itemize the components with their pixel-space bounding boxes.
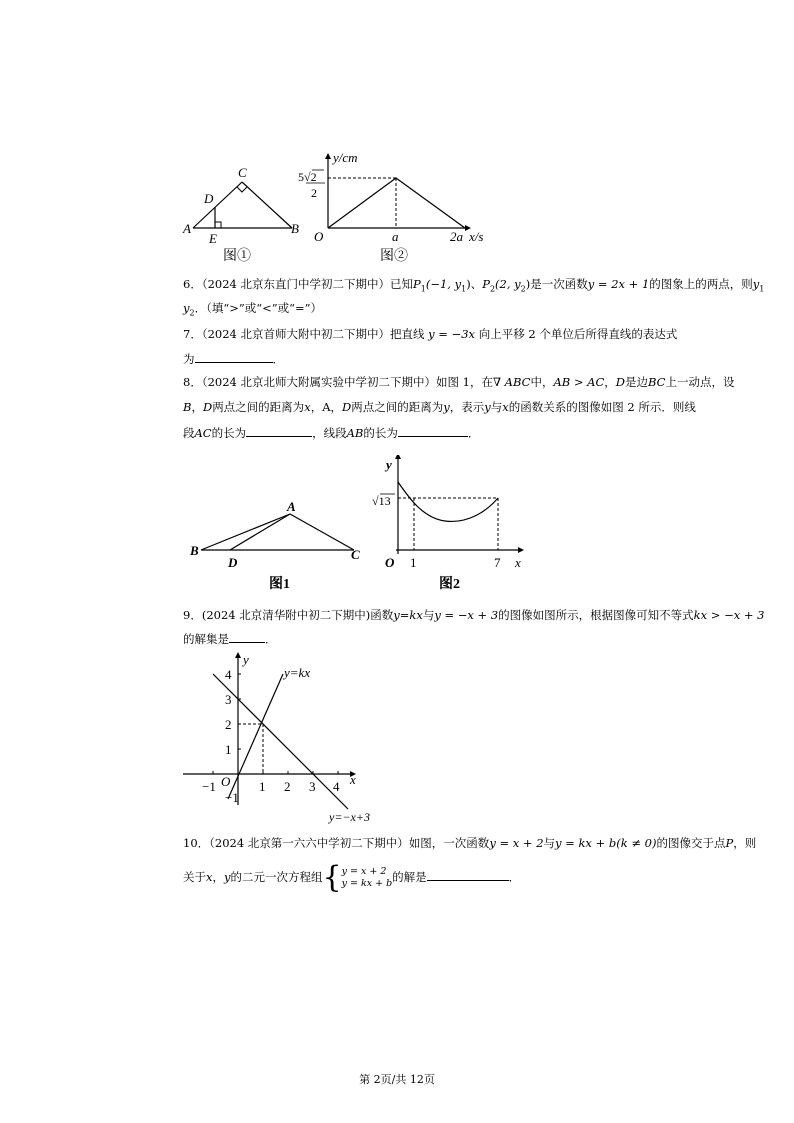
- q7-text-1: 把直线: [390, 327, 425, 341]
- q7-source: （2024 北京首师大附中初二下期中）: [201, 327, 390, 341]
- q9-inequality: kx > −x + 3: [693, 608, 765, 622]
- q9-origin: O: [221, 774, 231, 789]
- origin-label: O: [314, 229, 324, 244]
- question-7-line-1: [183, 326, 677, 342]
- label-E: E: [209, 231, 217, 246]
- q6-text-3: 的图象上的两点，则: [649, 277, 753, 291]
- question-8-line-3: [183, 424, 479, 441]
- question-9-line-1: [183, 607, 764, 623]
- q8-l2-y2: y: [484, 400, 491, 414]
- q9-ytick-4: 4: [225, 667, 232, 682]
- q8-l2-x: x: [304, 400, 311, 414]
- q7-function: y = −3x: [428, 327, 476, 341]
- q8-bc: BC: [648, 375, 666, 389]
- q8-source: （2024 北京北师大附属实验中学初二下期中）: [201, 375, 436, 389]
- q8-l3-t4: 的长为: [363, 426, 398, 440]
- q10-answer-blank[interactable]: [427, 868, 509, 881]
- q10-eq1: y = x + 2: [341, 866, 387, 877]
- q9-ytick-1: 1: [225, 742, 232, 757]
- q10-l2-t4: 的解是: [392, 870, 427, 884]
- fig2-caption: 图②: [380, 249, 408, 264]
- tick-a: a: [392, 229, 399, 244]
- q6-text-1: 已知: [390, 277, 413, 291]
- q8-l3-t3: ，线段: [312, 426, 347, 440]
- q8-sqrt13: √13: [372, 494, 391, 508]
- q10-text-3: 的图像交于点: [656, 836, 726, 850]
- q8-text-3: ，: [604, 375, 616, 389]
- q7-line2-text: 为: [183, 352, 195, 366]
- q9-label-kx: y=kx: [284, 665, 311, 680]
- q6-y1: y: [752, 277, 760, 291]
- q9-text-3: 的图像如图所示，根据图像可知不等式: [498, 608, 694, 622]
- q8-label-D: D: [228, 555, 238, 570]
- q6-p1-close: ): [466, 277, 471, 291]
- q6-sep: 、: [470, 277, 483, 291]
- y-axis-label: y/cm: [333, 150, 358, 165]
- q6-number: 6．: [183, 277, 202, 291]
- page-footer: 第 2页/共 12页: [359, 1073, 435, 1086]
- q10-number: 10．: [183, 836, 210, 850]
- q8-label-A: A: [287, 499, 296, 514]
- q10-text-2: 与: [543, 836, 556, 850]
- q8-text-2: 中，: [530, 375, 554, 389]
- question-6-line-2: $y_2$．（填“>”或“<”或“=”）: [183, 301, 323, 318]
- q8-l3-end: ．: [467, 426, 480, 440]
- question-6-line-1: 6．（2024 北京东直门中学初二下期中）已知$P_1(-1$, $y_1$)、$P_2(2$, $y_2$)是一次函数y = 2x + 1的图象上的两点，则$y_1$: [183, 276, 772, 297]
- q9-text-2: 与: [422, 608, 435, 622]
- q9-xtick-2: 2: [284, 779, 291, 794]
- q8-l2-t7: 与: [490, 400, 503, 414]
- q8-l2-x2: x: [502, 400, 509, 414]
- question-8-line-2: [183, 399, 696, 415]
- q8-l2-d2: D: [342, 400, 352, 414]
- q10-l2-t1: 关于: [183, 870, 206, 884]
- system-brace: {: [322, 860, 342, 895]
- q6-p2-coords: (2, y: [495, 277, 521, 291]
- q7-number: 7．: [183, 327, 202, 341]
- q9-line2-text: 的解集是: [183, 632, 229, 646]
- q9-label-neg-x: y=−x+3: [329, 810, 370, 824]
- q6-answer-blank[interactable]: [768, 276, 772, 288]
- q7-end: ．: [272, 352, 284, 366]
- q8-l2-y: y: [443, 400, 450, 414]
- q10-l2-t2: ，: [212, 870, 224, 884]
- q10-condition: (k ≠ 0): [616, 836, 657, 850]
- label-B: B: [291, 221, 299, 236]
- question-8-line-1: [183, 374, 734, 390]
- q9-ytick-2: 2: [225, 717, 232, 732]
- q6-source: （2024 北京东直门中学初二下期中）: [201, 277, 390, 291]
- q10-function-1: y = x + 2: [489, 836, 544, 850]
- q9-xtick-4: 4: [333, 779, 340, 794]
- q9-ytick-3: 3: [225, 692, 232, 707]
- q8-text-4: 是边: [625, 375, 648, 389]
- figure-q9: [180, 650, 370, 825]
- q8-fig1-caption: 图1: [269, 577, 290, 592]
- q10-text-1: 如图，一次函数: [408, 836, 490, 850]
- figure-top: [178, 150, 508, 265]
- q9-text-1: 函数: [370, 608, 394, 622]
- q9-end: ．: [265, 632, 277, 646]
- line-y-neg-x-plus-3: [213, 674, 348, 809]
- q8-l2-d: D: [202, 400, 213, 414]
- q8-l2-a: A: [322, 400, 331, 414]
- q8-inequality: AB > AC: [553, 375, 605, 389]
- question-9-line-2: [183, 630, 277, 647]
- q9-source: (2024 北京清华附中初二下期中): [201, 608, 371, 622]
- graph-figure-q8: [395, 455, 524, 554]
- label-D: D: [204, 191, 214, 206]
- label-C: C: [238, 165, 247, 180]
- q6-function: y = 2x + 1: [587, 277, 650, 291]
- q9-number: 9．: [183, 608, 202, 622]
- q6-p1: P: [413, 277, 421, 291]
- q10-end: ．: [508, 870, 521, 884]
- q8-d: D: [615, 375, 625, 389]
- q8-text-5: 上一动点，设: [665, 375, 735, 389]
- q9-xtick-3: 3: [309, 779, 316, 794]
- q9-answer-blank[interactable]: [229, 630, 265, 643]
- question-7-line-2: [183, 350, 284, 367]
- triangle-figure-q8: [201, 514, 354, 550]
- q8-number: 8．: [183, 375, 202, 389]
- figure-middle: [183, 455, 533, 595]
- label-A: A: [183, 221, 191, 236]
- q8-origin: O: [385, 555, 395, 570]
- q7-text-2: 向上平移 2 个单位后所得直线的表达式: [478, 327, 678, 341]
- q8-b: B: [183, 400, 192, 414]
- q8-y-axis: y: [386, 457, 392, 472]
- q6-p2-close: ): [525, 277, 531, 291]
- q10-point-p: P: [725, 836, 734, 850]
- q8-triangle: ∇ ABC: [492, 375, 531, 389]
- q10-text-4: ，则: [733, 836, 757, 850]
- q8-label-C: C: [351, 547, 360, 562]
- q8-answer-blank-ac[interactable]: [246, 424, 312, 437]
- q10-function-2: y = kx + b: [555, 836, 617, 850]
- tick-2a: 2a: [450, 229, 463, 244]
- q10-x: x: [206, 870, 213, 884]
- q8-x-axis: x: [515, 555, 521, 570]
- fig1-caption: 图①: [223, 249, 251, 264]
- q9-ytick-neg1: −1: [225, 790, 239, 805]
- q6-p1-sub: 1: [420, 284, 426, 294]
- q8-l3-t1: 段: [183, 426, 195, 440]
- q8-answer-blank-ab[interactable]: [398, 424, 468, 437]
- q9-function-2: y = −x + 3: [434, 608, 499, 622]
- q8-l2-t1: ，: [191, 400, 203, 414]
- q9-xtick-neg1: −1: [202, 779, 216, 794]
- q8-ac: AC: [194, 426, 212, 440]
- question-10-line-2: [183, 862, 520, 893]
- q10-y: y: [224, 870, 231, 884]
- q9-x-axis: x: [350, 772, 356, 787]
- q6-text-2: 是一次函数: [530, 277, 588, 291]
- q8-l2-t8: 的函数关系的图像如图 2 所示．则线: [508, 400, 696, 414]
- peak-label-num: 5√2: [298, 170, 317, 184]
- q8-l2-t4: ，: [330, 400, 342, 414]
- q6-p1-coords: (−1, y: [425, 277, 462, 291]
- q6-p2: P: [482, 277, 490, 291]
- question-10-line-1: [183, 835, 756, 851]
- q8-text-1: 如图 1，在: [436, 375, 493, 389]
- x-axis-label: x/s: [469, 229, 484, 244]
- q8-l2-t2: 两点之间的距离为: [212, 400, 305, 414]
- q8-tick-1: 1: [410, 555, 417, 570]
- q8-ab: AB: [346, 426, 364, 440]
- q7-answer-blank[interactable]: [195, 350, 273, 363]
- q8-fig2-caption: 图2: [439, 577, 460, 592]
- q10-eq2: y = kx + b: [341, 878, 393, 889]
- q6-line2-text: ．（填“>”或“<”或“=”）: [194, 301, 323, 315]
- q8-l2-t6: ，表示: [449, 400, 485, 414]
- q9-function-1: y=kx: [393, 608, 423, 622]
- q9-xtick-1: 1: [259, 779, 266, 794]
- q8-l2-t5: 两点之间的距离为: [351, 400, 444, 414]
- q9-y-axis: y: [243, 652, 249, 667]
- q10-l2-t3: 的二元一次方程组: [230, 870, 323, 884]
- q6-p2-sub: 2: [489, 284, 496, 294]
- q8-l2-t3: ，: [310, 400, 323, 414]
- q8-tick-7: 7: [494, 555, 501, 570]
- peak-label-den: 2: [311, 186, 317, 200]
- q10-source: （2024 北京第一六六中学初二下期中）: [209, 836, 409, 850]
- q8-l3-t2: 的长为: [211, 426, 247, 440]
- equation-system: [342, 866, 393, 890]
- q6-y2: y: [183, 301, 190, 315]
- q8-label-B: B: [190, 543, 199, 558]
